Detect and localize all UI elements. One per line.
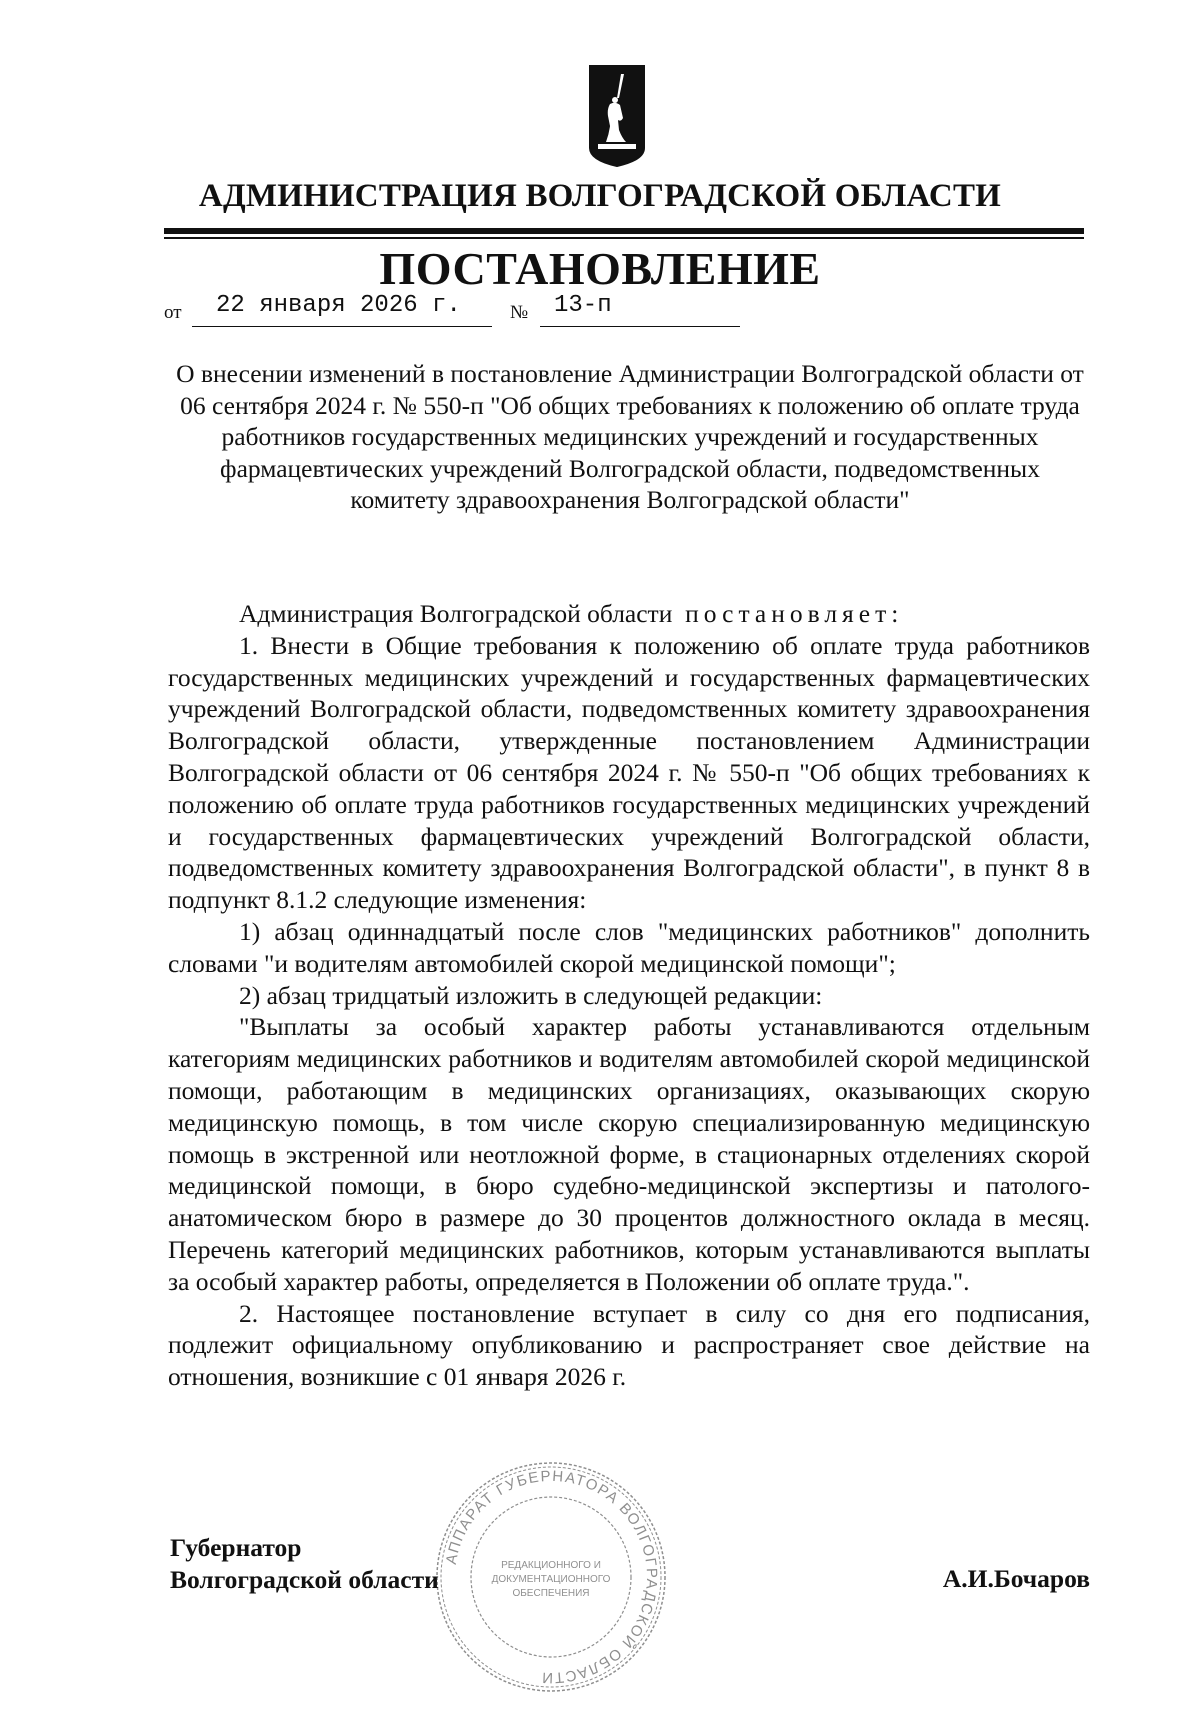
- official-stamp: [432, 1458, 670, 1696]
- number-underline: [540, 326, 740, 327]
- signatory-position: [170, 1532, 439, 1596]
- document-number: 13-п: [554, 292, 612, 319]
- coat-of-arms-emblem: [588, 64, 646, 168]
- body-paragraph: 1) абзац одиннадцатый после слов "медицинских работников" дополнить словами "и водителям автомобилей скорой медицинской помощи";: [168, 916, 1090, 978]
- number-prefix: №: [510, 302, 529, 323]
- preamble: [168, 598, 1090, 630]
- body-paragraph: 2. Настоящее постановление вступает в силу со дня его подписания, подлежит официальному опубликованию и распространяет свое действие на отношения, возникшие с 01 января 2026 г.: [168, 1298, 1090, 1392]
- preamble-subject: Администрация Волгоградской области: [239, 599, 673, 628]
- organization-title: АДМИНИСТРАЦИЯ ВОЛГОГРАДСКОЙ ОБЛАСТИ: [198, 178, 1002, 214]
- preamble-verb: постановляет:: [685, 599, 904, 628]
- stamp-inner-line: ДОКУМЕНТАЦИОННОГО: [491, 1574, 611, 1585]
- header-rule-thick: [164, 228, 1084, 234]
- date-underline: [192, 326, 492, 327]
- header-rule-thin: [164, 237, 1084, 239]
- document-body: [168, 598, 1090, 1393]
- body-paragraph: "Выплаты за особый характер работы устанавливаются отдельным категориям медицинских работников и водителям автомобилей скорой медицинской помощи, работающим в медицинских организациях, оказывающих скорую медицинскую помощь, в том числе скорую специализированную медицинскую помощь в экстренной или неотложной форме, в стационарных отделениях скорой медицинской помощи, в бюро судебно-медицинской экспертизы и патолого-анатомическом бюро в размере до 30 процентов должностного оклада в месяц. Перечень категорий медицинских работников, которым устанавливаются выплаты за особый характер работы, определяется в Положении об оплате труда.".: [168, 1012, 1090, 1296]
- body-paragraph: 1. Внести в Общие требования к положению об оплате труда работников государственных медицинских учреждений и государственных фармацевтических учреждений Волгоградской области, подведомственных комитету здравоохранения Волгоградской области, утвержденные постановлением Администрации Волгоградской области от 06 сентября 2024 г. № 550-п "Об общих требованиях к положению об оплате труда работников государственных медицинских учреждений и государственных фармацевтических учреждений Волгоградской области, подведомственных комитету здравоохранения Волгоградской области", в пункт 8 в подпункт 8.1.2 следующие изменения:: [168, 630, 1090, 915]
- signatory-position-line1: Губернатор: [170, 1533, 302, 1562]
- body-paragraph: 2) абзац тридцатый изложить в следующей редакции:: [239, 980, 823, 1010]
- stamp-ring-text: АППАРАТ ГУБЕРНАТОРА ВОЛГОГРАДСКОЙ ОБЛАСТИ: [442, 1467, 661, 1687]
- date-prefix: от: [164, 302, 182, 323]
- stamp-inner-line: ОБЕСПЕЧЕНИЯ: [512, 1588, 590, 1599]
- document-type-title: ПОСТАНОВЛЕНИЕ: [379, 243, 821, 294]
- signatory-name: А.И.Бочаров: [942, 1564, 1090, 1593]
- stamp-inner-line: РЕДАКЦИОННОГО И: [501, 1560, 601, 1571]
- document-date: 22 января 2026 г.: [216, 292, 461, 319]
- signatory-position-line2: Волгоградской области: [170, 1565, 439, 1594]
- document-subject: О внесении изменений в постановление Администрации Волгоградской области от 06 сентября 2024 г. № 550-п "Об общих требованиях к положению об оплате труда работников государственных медицинских учреждений и государственных фармацевтических учреждений Волгоградской области, подведомственных комитету здравоохранения Волгоградской области": [176, 359, 1084, 514]
